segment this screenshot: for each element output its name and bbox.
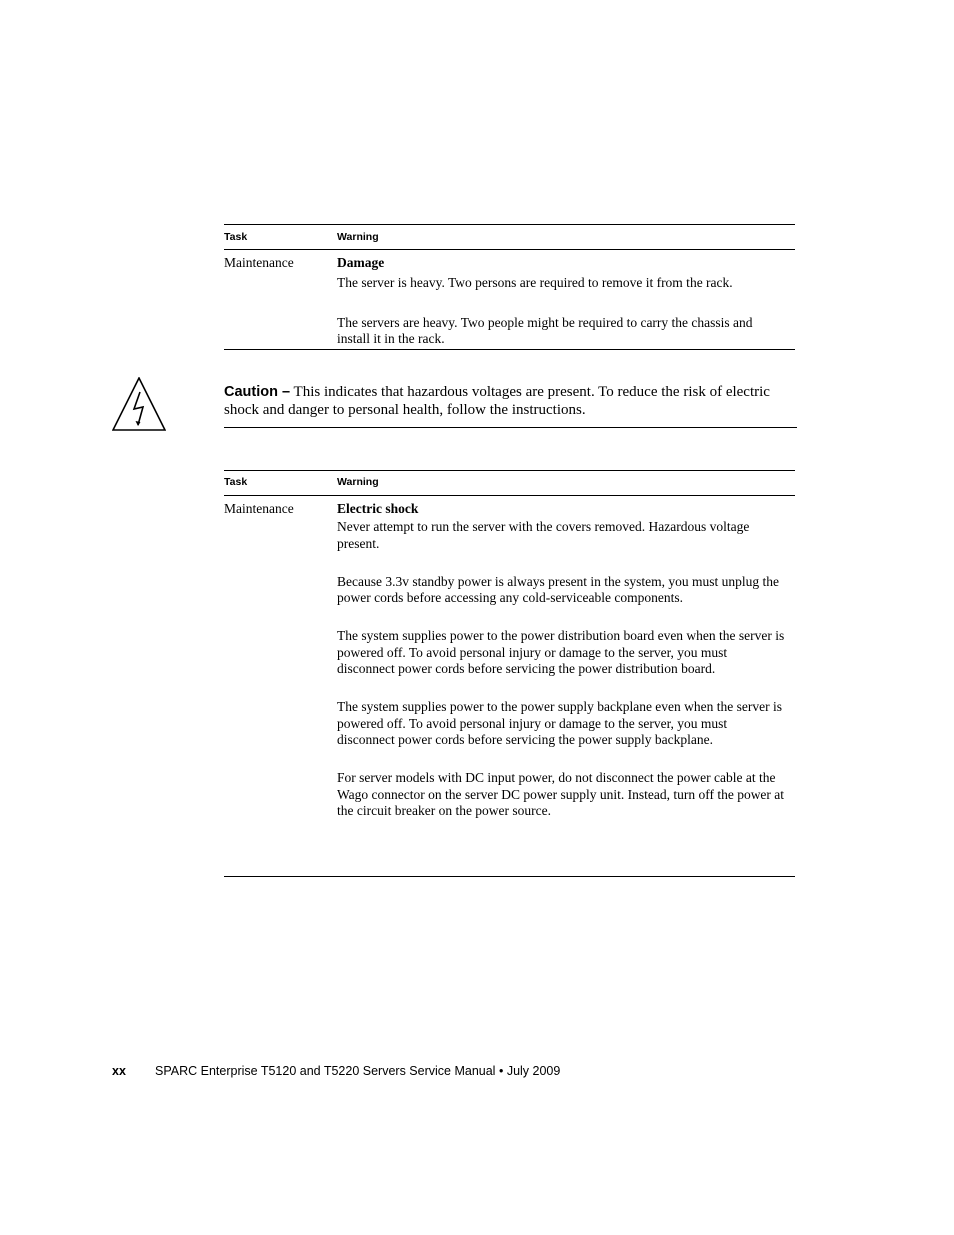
page-number: xx xyxy=(112,1064,126,1078)
warning-title: Damage xyxy=(337,255,385,270)
task-cell: Maintenance xyxy=(224,255,294,270)
caution-label: Caution – xyxy=(224,384,291,400)
table-header-rule xyxy=(224,495,795,496)
caution-text: This indicates that hazardous voltages are present. To reduce the risk of electric shock and danger to personal health, follow the instructions. xyxy=(224,384,770,418)
table-header-rule xyxy=(224,249,795,250)
warning-paragraph: The system supplies power to the power supply backplane even when the server is powered off. To avoid personal injury or damage to the server, you must disconnect power cords before servicing the power supply backplane. xyxy=(337,699,783,747)
header-warning: Warning xyxy=(337,476,379,488)
warning-title: Electric shock xyxy=(337,501,419,516)
caution-rule xyxy=(224,427,797,428)
table-bottom-rule xyxy=(224,876,795,877)
header-task: Task xyxy=(224,231,248,243)
header-warning: Warning xyxy=(337,231,379,243)
warning-paragraph: Because 3.3v standby power is always present in the system, you must unplug the power cords before accessing any cold-serviceable components. xyxy=(337,573,780,606)
caution-notice xyxy=(224,383,797,419)
table-top-rule xyxy=(224,224,795,225)
electric-shock-warning-icon xyxy=(112,377,166,431)
warning-cell xyxy=(337,255,787,347)
warning-table-damage xyxy=(224,224,795,352)
warning-table-electric-shock xyxy=(224,470,795,880)
page-footer xyxy=(112,1064,560,1078)
warning-paragraph: Never attempt to run the server with the covers removed. Hazardous voltage present. xyxy=(337,519,750,551)
footer-separator: • xyxy=(498,1064,504,1078)
warning-cell xyxy=(337,501,787,819)
warning-paragraph: The servers are heavy. Two people might be required to carry the chassis and install it in the rack. xyxy=(337,314,753,346)
task-cell: Maintenance xyxy=(224,501,294,516)
footer-title: SPARC Enterprise T5120 and T5220 Servers Service Manual xyxy=(155,1064,496,1078)
header-task: Task xyxy=(224,476,248,488)
warning-paragraph: The system supplies power to the power distribution board even when the server is powered off. To avoid personal injury or damage to the server, you must disconnect power cords before servicing the power distribution board. xyxy=(337,628,785,677)
warning-paragraph: For server models with DC input power, do not disconnect the power cable at the Wago connector on the server DC power supply unit. Instead, turn off the power at the circuit breaker on the power source. xyxy=(337,770,785,818)
warning-paragraph: The server is heavy. Two persons are required to remove it from the rack. xyxy=(337,275,733,291)
table-top-rule xyxy=(224,470,795,471)
footer-date: July 2009 xyxy=(506,1064,561,1078)
table-bottom-rule xyxy=(224,349,795,350)
